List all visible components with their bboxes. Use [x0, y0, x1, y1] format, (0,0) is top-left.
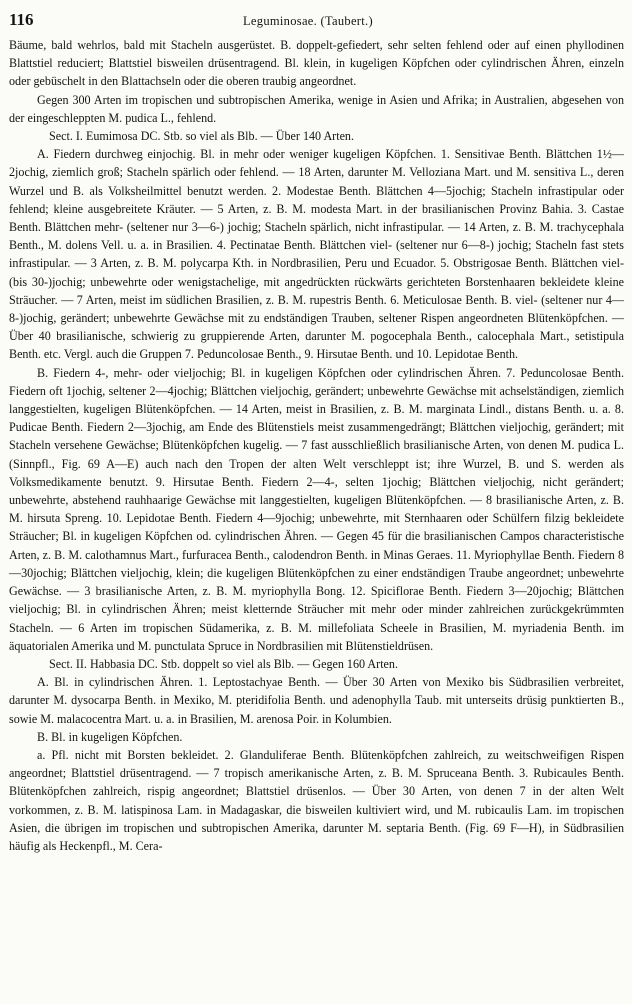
page-number: 116 — [9, 10, 34, 29]
page-header — [9, 10, 624, 36]
section-heading-eumimosa: Sect. I. Eumimosa DC. Stb. so viel als Blb. — Über 140 Arten. — [49, 129, 355, 144]
paragraph-habbasia-a: A. Bl. in cylindrischen Ähren. 1. Leptostachyae Benth. — Über 30 Arten von Mexiko bis Südbrasilien verbreitet, darunter M. dysocarpa Benth. in Mexiko, M. pteridifolia Benth. und adenophylla Taub. mit unterseits drüsig punktierten B., sowie M. malacocentra Mart. u. a. in Brasilien, M. arenosa Poir. in Kolumbien. — [9, 675, 624, 726]
paragraph-intro: Bäume, bald wehrlos, bald mit Stacheln ausgerüstet. B. doppelt-gefiedert, sehr selten fehlend oder auf einen phyllodinen Blattstiel reduciert; Blattstiel bisweilen drüsentragend. Bl. klein, in kugeligen Köpfchen oder cylindrischen Ähren, einzeln oder gebüschelt in den Blattachseln oder die oberen traubig angeordnet. — [9, 38, 624, 89]
paragraph-distribution: Gegen 300 Arten im tropischen und subtropischen Amerika, wenige in Asien und Afrika; in Australien, abgesehen von der eingeschleppten M. pudica L., fehlend. — [9, 92, 624, 125]
paragraph-habbasia-b: B. Bl. in kugeligen Köpfchen. — [37, 729, 183, 744]
running-title: Leguminosae. (Taubert.) — [243, 14, 373, 28]
section-heading-habbasia: Sect. II. Habbasia DC. Stb. doppelt so viel als Blb. — Gegen 160 Arten. — [49, 656, 398, 671]
paragraph-habbasia-b-a: a. Pfl. nicht mit Borsten bekleidet. 2. Glanduliferae Benth. Blütenköpfchen zahlreich, zu weitschweifigen Rispen angeordnet; Blattstiel drüsentragend. — 7 tropisch amerikanische Arten, z. B. M. Spruceana Benth. 3. Rubicaules Benth. Blütenköpfchen zahlreich, rispig angeordnet; Blattstiel drüsenlos. — Über 30 Arten, von denen 7 in der alten Welt vorkommen, z. B. M. latispinosa Lam. in Madagaskar, die bisweilen kultiviert wird, und M. rubicaulis Lam. im tropischen Asien, die übrigen im tropischen und subtropischen Amerika, darunter M. septaria Benth. (Fig. 69 F—H), in Südbrasilien häufig als Heckenpfl., M. Cera- — [9, 747, 624, 853]
page-body — [9, 36, 624, 855]
paragraph-group-a: A. Fiedern durchweg einjochig. Bl. in mehr oder weniger kugeligen Köpfchen. 1. Sensitivae Benth. Blättchen 1½—2jochig, ziemlich groß; Stacheln spärlich oder fehlend. — 18 Arten, darunter M. Velloziana Mart. und M. sensitiva L., deren Wurzel und B. als Volksheilmittel benutzt werden. 2. Modestae Benth. Blättchen 4—5jochig; Stacheln infrastipular oder fehlend; kleine ausgebreitete Kräuter. — 5 Arten, z. B. M. modesta Mart. in der brasilianischen Provinz Bahia. 3. Castae Benth. Blättchen mehr- (seltener nur 3—6-) jochig; Stacheln spärlich, nicht infrastipular. — 14 Arten, z. B. M. trachycephala Benth., M. dolens Vell. u. a. in Brasilien. 4. Pectinatae Benth. Blättchen viel- (seltener nur 6—8-) jochig; Stacheln fast stets infrastipular. — 3 Arten, z. B. M. polycarpa Kth. in Nordbrasilien, Peru und Ecuador. 5. Obstrigosae Benth. Blättchen viel- (bis 30-)jochig; unbewehrte oder wenigstachelige, mit angedrückten rückwärts gerichteten Borstenhaaren bekleidete kleine Sträucher. — 7 Arten, meist im südlichen Brasilien, z. B. M. rupestris Benth. 6. Meticulosae Benth. B. viel- (seltener nur 4—8-)jochig, gerändert; unbewehrte Gewächse mit zu endständigen Trauben, seltener Rispen angeordneten Blütenköpfchen. — Über 40 brasilianische, schwierig zu gruppierende Arten, darunter M. pogocephala Benth., calocephala Mart., setistipula Benth. etc. Vergl. auch die Gruppen 7. Peduncolosae Benth., 9. Hirsutae Benth. und 10. Lepidotae Benth. — [9, 147, 624, 362]
paragraph-group-b: B. Fiedern 4-, mehr- oder vieljochig; Bl. in kugeligen Köpfchen oder cylindrischen Ähren. 7. Peduncolosae Benth. Fiedern oft 1jochig, seltener 2—4jochig; Blättchen vieljochig, gerändert; unbewehrte Gewächse mit achselständigen, ziemlich langgestielten, kugeligen Blütenköpfchen. — 14 Arten, meist in Brasilien, z. B. M. marginata Lindl., distans Benth. u. a. 8. Pudicae Benth. Fiedern 2—3jochig, am Ende des Blütenstiels meist zusammengedrängt; Blättchen vieljochig, gerändert; mit Stacheln versehene Gewächse; Blütenköpfchen kugelig. — 7 fast ausschließlich brasilianische Arten, von denen M. pudica L. (Sinnpfl., Fig. 69 A—E) auch nach den Tropen der alten Welt verschleppt ist; ihre Wurzel, B. und S. werden als Volksmedikamente benutzt. 9. Hirsutae Benth. Fiedern 2—4-, selten 1jochig; Blättchen vieljochig, nicht gerändert; unbewehrte, abstehend rauhhaarige Gewächse mit langgestielten, kugeligen Blütenköpfchen. — 8 brasilianische Arten, z. B. M. hirsuta Spreng. 10. Lepidotae Benth. Fiedern 4—9jochig; unbewehrte, mit Sternhaaren oder Schülfern filzig bekleidete Sträucher; Bl. in kugeligen Köpfchen od. cylindrischen Ähren. — Gegen 45 für die brasilianischen Campos characteristische Arten, z. B. M. calothamnus Mart., furfuracea Benth., calodendron Benth. in Minas Geraes. 11. Myriophyllae Benth. Fiedern 8—30jochig; Blättchen vieljochig, klein; die kugeligen Blütenköpfchen zu einer endständigen Traube angeordnet; unbewehrte Gewächse. — 3 brasilianische Arten, z. B. M. myriophylla Bong. 12. Spiciflorae Benth. Fiedern 3—20jochig; Blättchen vieljochig; Bl. in cylindrischen Ähren; meist kletternde Sträucher mit mehr oder minder zahlreichen zurückgekrümmten Stacheln. — 6 Arten im tropischen Südamerika, z. B. M. millefoliata Scheele in Brasilien, M. myriadenia Benth. im äquatorialen Amerika und M. punctulata Spruce in Nordbrasilien mit Blütenstieldrüsen. — [9, 365, 624, 653]
